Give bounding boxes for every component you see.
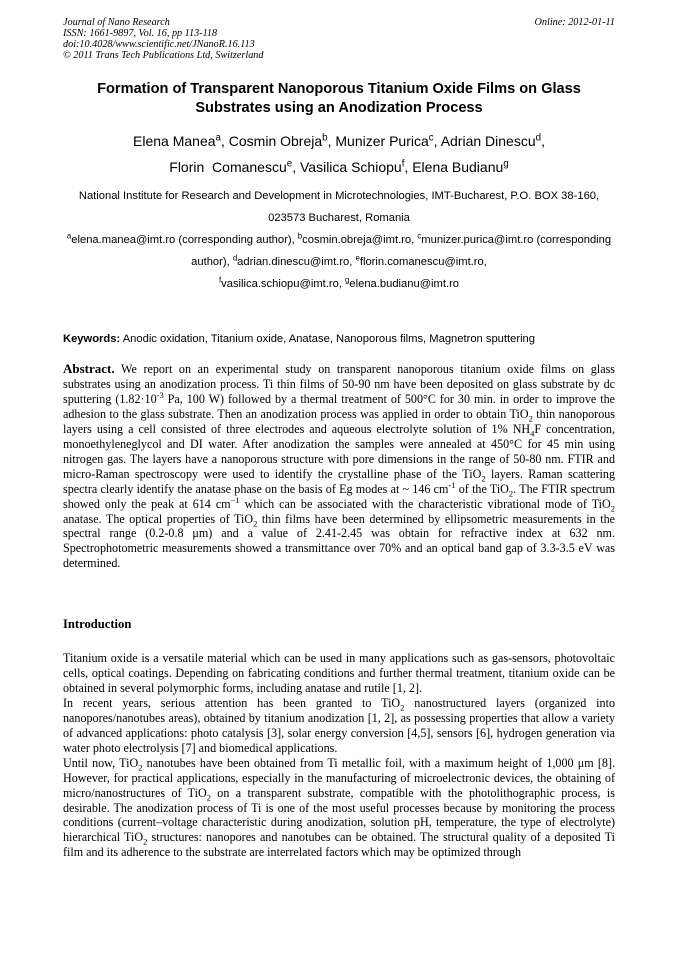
journal-issn: ISSN: 1661-9897, Vol. 16, pp 113-118 (63, 28, 218, 39)
abstract-text: We report on an experimental study on transparent nanoporous titanium oxide films on glass substrates using an anodization process. Ti thin films of 50-90 nm have been deposited on glass substrate by dc sputtering ($1.82\cdot 10^{-3}$ Pa, 100 W) followed by a thermal treatment of 500°C for 30 min. in order to improve the adhesion to the glass substrate. Then an anodization process was applied in order to obtain TiO$_2$ thin nanoporous layers using a cell consisted of three electrodes and aqueous electrolyte solution of 1% $NH_4F$ concentration, monoethyleneglycol and DI water. After anodization the samples were annealed at 450°C for 45 min using nitrogen gas. The layers have a nanoporous structure with pore dimensions in the range of 50-80 nm. FTIR and micro-Raman spectroscopy were used to identify the crystalline phase of the TiO$_2$ layers. Raman scattering spectra clearly identify the anatase phase on the basis of Eg modes at ~ 146 $cm^{-1}$ of the TiO$_2$. The FTIR spectrum showed only the peak at 614 $cm^{-1}$ which can be associated with the characteristic vibrational mode of TiO$_2$ anatase. The optical properties of TiO$_2$ thin films have been determined by ellipsometric measurements in the spectral range (0.2-0.8 μm) and a value of 2.41-2.45 was obtain for refractive index at 632 nm. Spectrophotometric measurements showed a transmittance over 70% and an optical band gap of 3.3-3.5 eV was determined. (63, 362, 615, 571)
email: $^e$florin.comanescu@imt.ro (355, 253, 484, 268)
journal-header (63, 17, 393, 61)
online-date: Online: 2012-01-11 (534, 17, 615, 28)
paper-title: Formation of Transparent Nanoporous Titanium Oxide Films on Glass Substrates using an Anodization Process (97, 81, 581, 116)
journal-doi: doi:10.4028/www.scientific.net/JNanoR.16.113 (63, 39, 255, 50)
author: Vasilica Schiopu$^f$ (300, 158, 405, 175)
author: Florin Comanescu$^e$ (169, 158, 293, 175)
email: $^g$elena.budianu@imt.ro (345, 275, 460, 290)
email: $^d$adrian.dinescu@imt.ro (232, 253, 350, 268)
paragraph: Until now, TiO$_2$ nanotubes have been obtained from Ti metallic foil, with a maximum height of 1,000 μm [8]. However, for practical applications, especially in the manufacturing of microelectronic devices, the obtaining of micro/nanostructures of TiO$_2$ on a transparent substrate, compatible with the photolithographic process, is desirable. The anodization process of Ti is one of the most useful processes because by monitoring the process conditions (current–voltage characteristic during anodization, solution pH, temperature, the type of electrolyte) hierarchical TiO$_2$ structures: nanopores and nanotubes can be obtained. The structural quality of a deposited Ti film and its adherence to the substrate are interrelated factors which may be optimized through (63, 755, 615, 860)
email: $^c$munizer.purica@imt.ro (corresponding author) (191, 231, 612, 268)
abstract-label: Abstract. (63, 361, 115, 376)
keywords-label: Keywords: (63, 333, 121, 345)
author: Munizer Purica$^c$ (335, 132, 434, 149)
section-heading-introduction: Introduction (63, 617, 132, 631)
paragraph: In recent years, serious attention has been granted to TiO$_2$ nanostructured layers (organized into nanopores/nanotubes areas), obtained by titanium anodization [1, 2], as possessing properties that allow a variety of advanced applications: photo catalysis [3], solar energy conversion [4,5], sensors [6], hydrogen generation via water photo electrolysis [7] and biomedical applications. (63, 695, 615, 755)
email: $^a$elena.manea@imt.ro (corresponding author) (66, 231, 292, 246)
email: $^f$vasilica.schiopu@imt.ro (218, 275, 339, 290)
author-list: Elena Manea$^a$, Cosmin Obreja$^b$, Munizer Purica$^c$, Adrian Dinescu$^d$, Florin Comanescu$^e$, Vasilica Schiopu$^f$, Elena Budianu$^g$ (133, 132, 545, 175)
introduction-body (63, 651, 615, 860)
keywords-text: Anodic oxidation, Titanium oxide, Anatase, Nanoporous films, Magnetron sputtering (120, 333, 536, 345)
paragraph: Titanium oxide is a versatile material which can be used in many applications such as gas-sensors, photovoltaic cells, optical coatings. Depending on fabricating conditions and further thermal treatment, titanium oxide can be obtained in several polymorphic forms, including anatase and rutile [1, 2]. (63, 651, 615, 695)
affiliation: National Institute for Research and Development in Microtechnologies, IMT-Bucharest, P.O. BOX 38-160, 023573 Bucharest, Romania (78, 190, 600, 224)
author: Elena Manea$^a$ (133, 132, 221, 149)
keywords (63, 332, 623, 346)
email: $^b$cosmin.obreja@imt.ro (297, 231, 412, 246)
author: Cosmin Obreja$^b$ (228, 132, 328, 149)
author: Elena Budianu$^g$ (412, 158, 509, 175)
journal-copyright: © 2011 Trans Tech Publications Ltd, Switzerland (63, 50, 264, 61)
journal-name: Journal of Nano Research (63, 17, 170, 28)
email-list: $^a$elena.manea@imt.ro (corresponding author), $^b$cosmin.obreja@imt.ro, $^c$munizer.purica@imt.ro (corresponding author), $^d$adrian.dinescu@imt.ro, $^e$florin.comanescu@imt.ro, $^f$vasilica.schiopu@imt.ro, $^g$elena.budianu@imt.ro (66, 231, 612, 290)
author: Adrian Dinescu$^d$ (440, 132, 542, 149)
abstract (63, 362, 615, 571)
